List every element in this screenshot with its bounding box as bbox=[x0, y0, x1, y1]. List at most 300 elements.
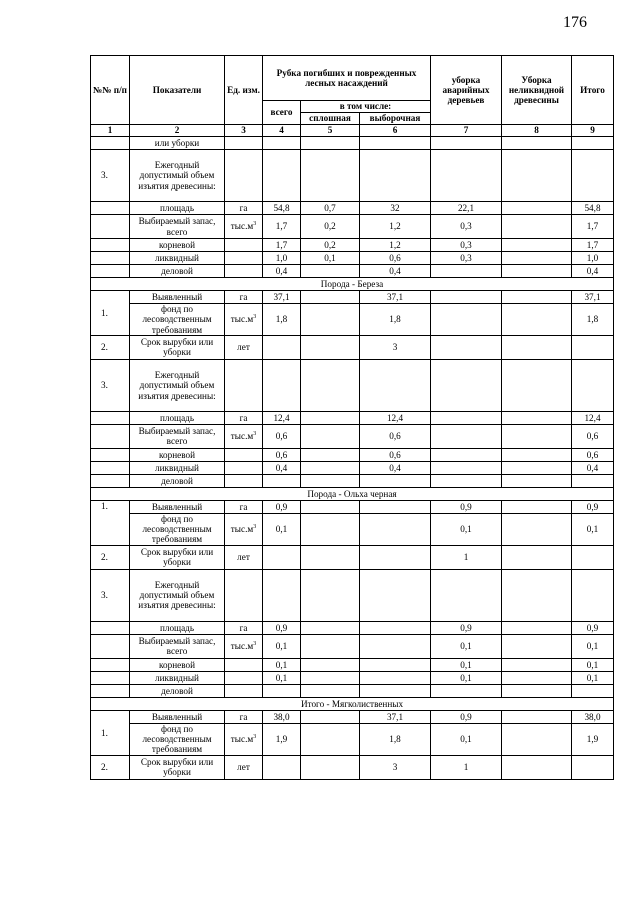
indicator-name: Выявленный bbox=[130, 291, 225, 304]
unit-text: га bbox=[239, 501, 248, 512]
value-cell: 1,8 bbox=[360, 304, 431, 336]
section-title: Порода - Береза bbox=[91, 278, 614, 291]
indicator-name: деловой bbox=[130, 265, 225, 278]
value-cell bbox=[431, 150, 502, 202]
row-number bbox=[91, 265, 130, 278]
value-cell: 1,7 bbox=[263, 239, 301, 252]
indicator-name: площадь bbox=[130, 621, 225, 634]
value-cell: 1 bbox=[431, 545, 502, 569]
indicator-name: площадь bbox=[130, 202, 225, 215]
unit-cell bbox=[225, 150, 263, 202]
value-cell: 0,1 bbox=[263, 658, 301, 671]
table-row bbox=[91, 202, 614, 215]
unit-cell bbox=[225, 424, 263, 448]
unit-superscript: 3 bbox=[253, 314, 257, 321]
value-cell: 1,8 bbox=[263, 304, 301, 336]
table-row bbox=[91, 461, 614, 474]
value-cell bbox=[360, 634, 431, 658]
value-cell: 0,4 bbox=[572, 265, 614, 278]
value-cell bbox=[572, 474, 614, 487]
value-cell bbox=[572, 137, 614, 150]
value-cell bbox=[263, 545, 301, 569]
indicator-name: корневой bbox=[130, 239, 225, 252]
value-cell bbox=[360, 150, 431, 202]
table-row bbox=[91, 671, 614, 684]
value-cell bbox=[502, 137, 572, 150]
header-selective: выборочная bbox=[360, 113, 431, 125]
value-cell bbox=[301, 474, 360, 487]
col-number: 5 bbox=[301, 125, 360, 137]
value-cell bbox=[360, 671, 431, 684]
value-cell bbox=[431, 335, 502, 359]
table-row bbox=[91, 252, 614, 265]
value-cell bbox=[502, 513, 572, 545]
row-number: 1. bbox=[91, 291, 130, 336]
value-cell: 0,2 bbox=[301, 239, 360, 252]
header-num: №№ п/п bbox=[91, 56, 130, 125]
table-row bbox=[91, 545, 614, 569]
value-cell: 0,6 bbox=[360, 448, 431, 461]
table-row bbox=[91, 723, 614, 755]
value-cell bbox=[572, 335, 614, 359]
value-cell bbox=[360, 658, 431, 671]
header-felling-group: Рубка погибших и поврежденных лесных насаждений bbox=[263, 56, 431, 101]
value-cell bbox=[301, 424, 360, 448]
indicator-name: Срок вырубки или уборки bbox=[130, 335, 225, 359]
unit-cell bbox=[225, 239, 263, 252]
unit-text: лет bbox=[237, 762, 250, 773]
value-cell bbox=[502, 684, 572, 697]
indicator-name: Выявленный bbox=[130, 710, 225, 723]
value-cell bbox=[502, 291, 572, 304]
value-cell: 1,9 bbox=[572, 723, 614, 755]
value-cell bbox=[263, 474, 301, 487]
value-cell bbox=[301, 671, 360, 684]
value-cell bbox=[502, 671, 572, 684]
table-row bbox=[91, 569, 614, 621]
value-cell bbox=[502, 335, 572, 359]
row-number bbox=[91, 474, 130, 487]
indicator-name: Выбираемый запас, всего bbox=[130, 424, 225, 448]
value-cell: 1,2 bbox=[360, 239, 431, 252]
unit-text: лет bbox=[237, 552, 250, 563]
value-cell bbox=[502, 710, 572, 723]
unit-cell bbox=[225, 658, 263, 671]
unit-text: га bbox=[239, 291, 248, 302]
felling-table bbox=[90, 55, 614, 780]
value-cell: 3 bbox=[360, 755, 431, 779]
row-number: 3. bbox=[91, 150, 130, 202]
table-row bbox=[91, 239, 614, 252]
value-cell: 37,1 bbox=[360, 710, 431, 723]
row-number bbox=[91, 658, 130, 671]
value-cell bbox=[301, 335, 360, 359]
table-row bbox=[91, 137, 614, 150]
row-number bbox=[91, 411, 130, 424]
unit-text: тыс.м bbox=[230, 431, 254, 442]
indicator-name: Выбираемый запас, всего bbox=[130, 634, 225, 658]
unit-cell bbox=[225, 723, 263, 755]
header-total: всего bbox=[263, 101, 301, 125]
value-cell bbox=[572, 359, 614, 411]
unit-superscript: 3 bbox=[253, 524, 257, 531]
value-cell: 0,3 bbox=[431, 215, 502, 239]
indicator-name: ликвидный bbox=[130, 671, 225, 684]
unit-text: тыс.м bbox=[230, 524, 254, 535]
value-cell: 0,1 bbox=[431, 513, 502, 545]
value-cell: 0,1 bbox=[431, 723, 502, 755]
value-cell bbox=[301, 621, 360, 634]
value-cell: 37,1 bbox=[263, 291, 301, 304]
value-cell: 0,1 bbox=[572, 658, 614, 671]
value-cell: 1,8 bbox=[572, 304, 614, 336]
value-cell: 12,4 bbox=[263, 411, 301, 424]
col-number: 4 bbox=[263, 125, 301, 137]
value-cell: 0,1 bbox=[263, 634, 301, 658]
value-cell: 0,1 bbox=[431, 634, 502, 658]
value-cell: 1 bbox=[431, 755, 502, 779]
indicator-name: фонд по лесоводственным требованиям bbox=[130, 723, 225, 755]
value-cell: 0,6 bbox=[360, 252, 431, 265]
value-cell bbox=[431, 424, 502, 448]
indicator-name: Срок вырубки или уборки bbox=[130, 545, 225, 569]
indicator-name: Срок вырубки или уборки bbox=[130, 755, 225, 779]
row-number: 2. bbox=[91, 335, 130, 359]
value-cell bbox=[502, 621, 572, 634]
value-cell bbox=[431, 137, 502, 150]
value-cell bbox=[572, 684, 614, 697]
value-cell: 0,4 bbox=[360, 461, 431, 474]
table-row bbox=[91, 621, 614, 634]
value-cell bbox=[502, 461, 572, 474]
value-cell bbox=[502, 545, 572, 569]
value-cell bbox=[301, 448, 360, 461]
section-title: Итого - Мягколиственных bbox=[91, 697, 614, 710]
unit-text: га bbox=[239, 412, 248, 423]
col-number: 7 bbox=[431, 125, 502, 137]
unit-cell bbox=[225, 755, 263, 779]
indicator-name: Ежегодный допустимый объем изъятия древесины: bbox=[130, 359, 225, 411]
indicator-name: Выбираемый запас, всего bbox=[130, 215, 225, 239]
value-cell bbox=[502, 569, 572, 621]
value-cell bbox=[301, 513, 360, 545]
header-emergency: уборка аварийных деревьев bbox=[431, 56, 502, 125]
value-cell: 1,7 bbox=[572, 215, 614, 239]
value-cell: 0,1 bbox=[263, 671, 301, 684]
value-cell bbox=[502, 150, 572, 202]
value-cell bbox=[572, 569, 614, 621]
value-cell bbox=[431, 291, 502, 304]
row-number bbox=[91, 671, 130, 684]
value-cell: 54,8 bbox=[572, 202, 614, 215]
unit-cell bbox=[225, 202, 263, 215]
value-cell bbox=[301, 359, 360, 411]
value-cell: 54,8 bbox=[263, 202, 301, 215]
table-row bbox=[91, 500, 614, 513]
value-cell: 0,1 bbox=[572, 634, 614, 658]
table-row bbox=[91, 265, 614, 278]
row-number bbox=[91, 252, 130, 265]
value-cell: 32 bbox=[360, 202, 431, 215]
value-cell bbox=[431, 569, 502, 621]
value-cell bbox=[502, 500, 572, 513]
unit-cell bbox=[225, 545, 263, 569]
value-cell bbox=[572, 545, 614, 569]
value-cell bbox=[431, 411, 502, 424]
value-cell bbox=[572, 150, 614, 202]
row-number bbox=[91, 461, 130, 474]
row-number: 1. bbox=[91, 710, 130, 755]
unit-cell bbox=[225, 621, 263, 634]
header-illiquid: Уборка неликвидной древесины bbox=[502, 56, 572, 125]
indicator-name: деловой bbox=[130, 684, 225, 697]
value-cell bbox=[263, 755, 301, 779]
value-cell bbox=[360, 474, 431, 487]
value-cell bbox=[301, 634, 360, 658]
value-cell bbox=[431, 684, 502, 697]
col-number: 6 bbox=[360, 125, 431, 137]
value-cell: 0,1 bbox=[301, 252, 360, 265]
value-cell bbox=[502, 424, 572, 448]
col-number: 9 bbox=[572, 125, 614, 137]
indicator-name: ликвидный bbox=[130, 252, 225, 265]
unit-cell bbox=[225, 448, 263, 461]
value-cell bbox=[502, 359, 572, 411]
indicator-name: площадь bbox=[130, 411, 225, 424]
value-cell bbox=[301, 411, 360, 424]
unit-text: лет bbox=[237, 342, 250, 353]
unit-text: тыс.м bbox=[230, 641, 254, 652]
table-row bbox=[91, 684, 614, 697]
value-cell: 0,3 bbox=[431, 252, 502, 265]
value-cell bbox=[502, 448, 572, 461]
value-cell bbox=[263, 684, 301, 697]
unit-cell bbox=[225, 671, 263, 684]
unit-cell bbox=[225, 569, 263, 621]
value-cell bbox=[502, 265, 572, 278]
value-cell bbox=[502, 239, 572, 252]
unit-text: га bbox=[239, 622, 248, 633]
section-row bbox=[91, 697, 614, 710]
indicator-name: ликвидный bbox=[130, 461, 225, 474]
value-cell bbox=[502, 723, 572, 755]
value-cell: 37,1 bbox=[572, 291, 614, 304]
value-cell bbox=[301, 150, 360, 202]
value-cell: 1,7 bbox=[263, 215, 301, 239]
unit-superscript: 3 bbox=[253, 431, 257, 438]
indicator-name: деловой bbox=[130, 474, 225, 487]
unit-cell bbox=[225, 335, 263, 359]
row-number bbox=[91, 684, 130, 697]
value-cell: 12,4 bbox=[572, 411, 614, 424]
row-number bbox=[91, 137, 130, 150]
row-number bbox=[91, 424, 130, 448]
table-row bbox=[91, 634, 614, 658]
value-cell: 1,2 bbox=[360, 215, 431, 239]
value-cell bbox=[502, 202, 572, 215]
page-number: 176 bbox=[563, 14, 587, 31]
value-cell: 22,1 bbox=[431, 202, 502, 215]
value-cell: 0,4 bbox=[263, 265, 301, 278]
value-cell bbox=[301, 569, 360, 621]
unit-cell bbox=[225, 634, 263, 658]
table-row bbox=[91, 658, 614, 671]
table-row bbox=[91, 411, 614, 424]
unit-cell bbox=[225, 291, 263, 304]
col-number: 1 bbox=[91, 125, 130, 137]
indicator-name: Ежегодный допустимый объем изъятия древесины: bbox=[130, 150, 225, 202]
value-cell: 1,0 bbox=[263, 252, 301, 265]
value-cell: 1,9 bbox=[263, 723, 301, 755]
value-cell bbox=[301, 710, 360, 723]
value-cell: 0,9 bbox=[263, 500, 301, 513]
value-cell bbox=[431, 265, 502, 278]
header-unit: Ед. изм. bbox=[225, 56, 263, 125]
unit-cell bbox=[225, 137, 263, 150]
value-cell bbox=[502, 252, 572, 265]
table-row bbox=[91, 335, 614, 359]
indicator-name: фонд по лесоводственным требованиям bbox=[130, 304, 225, 336]
value-cell: 38,0 bbox=[572, 710, 614, 723]
value-cell bbox=[301, 500, 360, 513]
value-cell: 0,9 bbox=[431, 710, 502, 723]
unit-text: тыс.м bbox=[230, 734, 254, 745]
unit-cell bbox=[225, 215, 263, 239]
unit-superscript: 3 bbox=[253, 641, 257, 648]
value-cell: 0,9 bbox=[572, 621, 614, 634]
value-cell bbox=[360, 359, 431, 411]
table-row bbox=[91, 424, 614, 448]
section-title: Порода - Ольха черная bbox=[91, 487, 614, 500]
row-number: 3. bbox=[91, 359, 130, 411]
value-cell: 0,4 bbox=[263, 461, 301, 474]
col-number: 2 bbox=[130, 125, 225, 137]
table-row bbox=[91, 215, 614, 239]
table-row bbox=[91, 513, 614, 545]
value-cell: 0,1 bbox=[572, 671, 614, 684]
value-cell: 38,0 bbox=[263, 710, 301, 723]
unit-cell bbox=[225, 500, 263, 513]
table-row bbox=[91, 359, 614, 411]
indicator-name: Ежегодный допустимый объем изъятия древесины: bbox=[130, 569, 225, 621]
value-cell bbox=[360, 513, 431, 545]
value-cell bbox=[263, 150, 301, 202]
value-cell bbox=[301, 137, 360, 150]
value-cell bbox=[431, 461, 502, 474]
unit-text: тыс.м bbox=[230, 314, 254, 325]
value-cell: 0,6 bbox=[572, 424, 614, 448]
row-number: 2. bbox=[91, 545, 130, 569]
table-row bbox=[91, 474, 614, 487]
value-cell bbox=[263, 335, 301, 359]
header-indicators: Показатели bbox=[130, 56, 225, 125]
value-cell bbox=[502, 634, 572, 658]
indicator-name: или уборки bbox=[130, 137, 225, 150]
unit-text: га bbox=[239, 202, 248, 213]
value-cell bbox=[502, 304, 572, 336]
value-cell bbox=[502, 411, 572, 424]
value-cell bbox=[301, 755, 360, 779]
value-cell bbox=[502, 658, 572, 671]
value-cell bbox=[502, 474, 572, 487]
unit-cell bbox=[225, 252, 263, 265]
value-cell bbox=[263, 569, 301, 621]
value-cell: 0,6 bbox=[263, 448, 301, 461]
value-cell: 0,2 bbox=[301, 215, 360, 239]
value-cell bbox=[502, 215, 572, 239]
value-cell bbox=[431, 474, 502, 487]
value-cell bbox=[431, 359, 502, 411]
header-clear: сплошная bbox=[301, 113, 360, 125]
value-cell bbox=[263, 137, 301, 150]
row-number bbox=[91, 202, 130, 215]
value-cell bbox=[360, 500, 431, 513]
value-cell bbox=[301, 461, 360, 474]
value-cell: 0,1 bbox=[431, 671, 502, 684]
value-cell: 0,3 bbox=[431, 239, 502, 252]
value-cell: 12,4 bbox=[360, 411, 431, 424]
row-number bbox=[91, 239, 130, 252]
value-cell: 0,7 bbox=[301, 202, 360, 215]
unit-cell bbox=[225, 304, 263, 336]
unit-cell bbox=[225, 710, 263, 723]
table-row bbox=[91, 710, 614, 723]
value-cell bbox=[360, 545, 431, 569]
value-cell bbox=[301, 684, 360, 697]
row-number: 1. bbox=[91, 500, 130, 545]
value-cell bbox=[502, 755, 572, 779]
value-cell: 37,1 bbox=[360, 291, 431, 304]
value-cell: 0,6 bbox=[263, 424, 301, 448]
value-cell bbox=[360, 569, 431, 621]
value-cell bbox=[360, 137, 431, 150]
value-cell bbox=[360, 621, 431, 634]
table-row bbox=[91, 448, 614, 461]
value-cell: 0,1 bbox=[263, 513, 301, 545]
column-numbers-row bbox=[91, 125, 614, 137]
value-cell: 0,4 bbox=[360, 265, 431, 278]
value-cell bbox=[301, 723, 360, 755]
value-cell bbox=[431, 448, 502, 461]
row-number bbox=[91, 621, 130, 634]
row-number bbox=[91, 634, 130, 658]
row-number: 3. bbox=[91, 569, 130, 621]
header-including: в том числе: bbox=[301, 101, 431, 113]
header-grand-total: Итого bbox=[572, 56, 614, 125]
row-number bbox=[91, 448, 130, 461]
value-cell bbox=[263, 359, 301, 411]
table-row bbox=[91, 150, 614, 202]
row-number: 2. bbox=[91, 755, 130, 779]
value-cell: 3 bbox=[360, 335, 431, 359]
value-cell: 0,6 bbox=[360, 424, 431, 448]
unit-text: тыс.м bbox=[230, 221, 254, 232]
section-row bbox=[91, 487, 614, 500]
row-number bbox=[91, 215, 130, 239]
value-cell: 0,4 bbox=[572, 461, 614, 474]
indicator-name: корневой bbox=[130, 448, 225, 461]
indicator-name: Выявленный bbox=[130, 500, 225, 513]
value-cell: 1,8 bbox=[360, 723, 431, 755]
value-cell bbox=[301, 658, 360, 671]
table-row bbox=[91, 304, 614, 336]
unit-superscript: 3 bbox=[253, 734, 257, 741]
value-cell bbox=[301, 291, 360, 304]
table-row bbox=[91, 755, 614, 779]
value-cell: 1,7 bbox=[572, 239, 614, 252]
value-cell bbox=[431, 304, 502, 336]
value-cell bbox=[301, 265, 360, 278]
